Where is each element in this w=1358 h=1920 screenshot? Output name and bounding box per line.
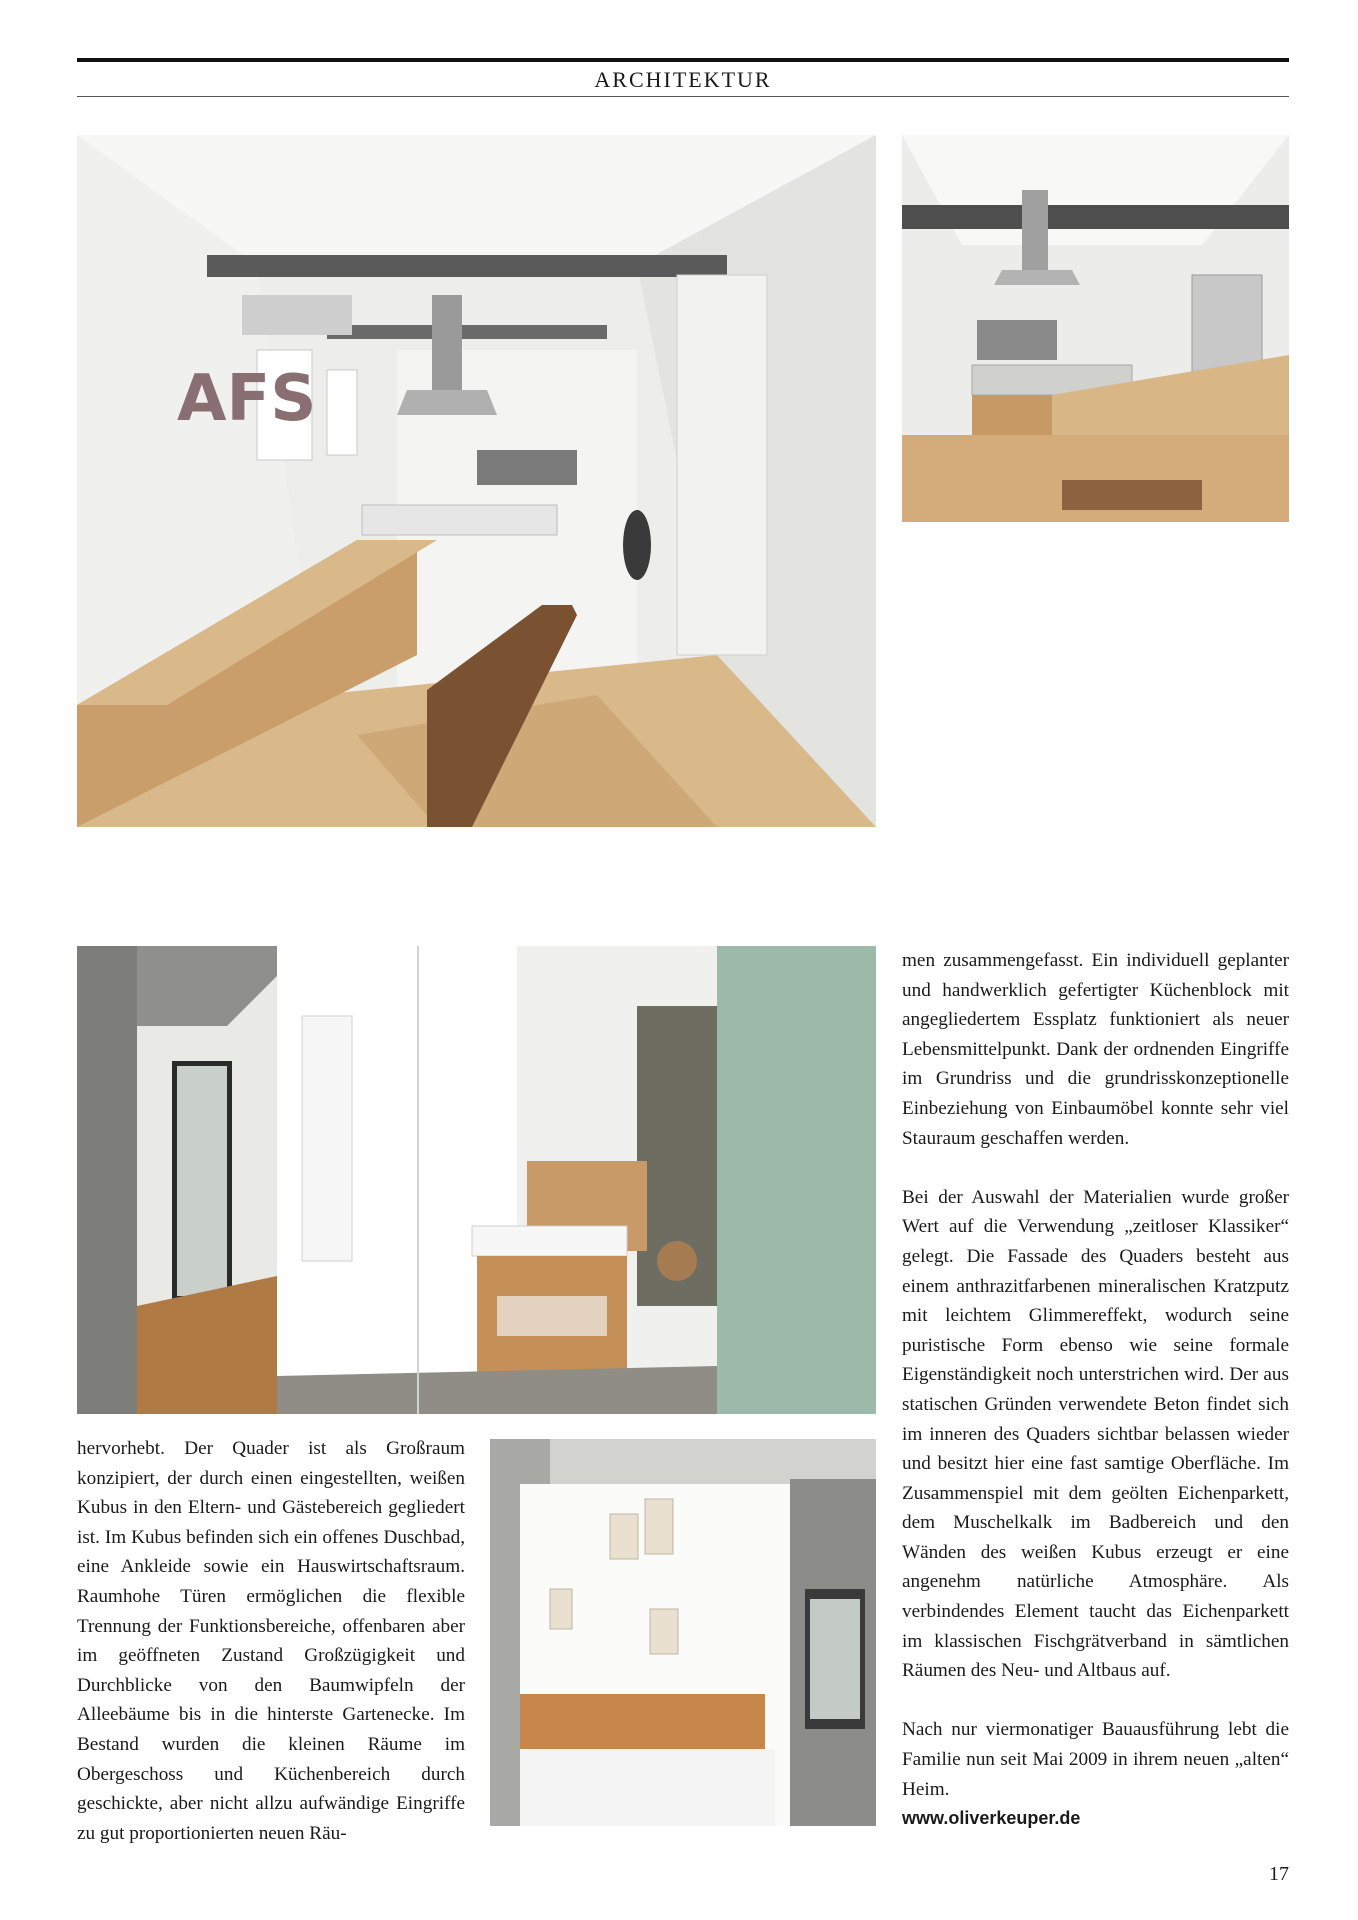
body-text-column-right <box>902 946 1289 1834</box>
website-link[interactable]: www.oliverkeuper.de <box>902 1808 1081 1829</box>
body-paragraph-1: men zusammengefasst. Ein individuell geplanter und handwerklich gefertigter Küchenblock mit angegliedertem Essplatz funktioniert als neuer Lebensmittelpunkt. Dank der ordnenden Eingriffe im Grundriss und die grundrisskonzeptionelle Einbeziehung von Einbaumöbel konnte sehr viel Stauraum geschaffen werden. <box>902 950 1289 1149</box>
body-text-column-left <box>77 1434 465 1848</box>
body-paragraph-2: Bei der Auswahl der Materialien wurde großer Wert auf die Verwendung „zeitloser Klassiker“ gelegt. Die Fassade des Quaders besteht aus einem anthrazitfarbenen mineralischen Kratzputz mit leichtem Glimmereffekt, wodurch seine puristische Form ebenso wie seine formale Eigenständigkeit noch unterstrichen wird. Der aus statischen Gründen verwendete Beton findet sich im inneren des Quaders sichtbar belassen wieder und besitzt hier eine fast samtige Oberfläche. Im Zusammenspiel mit dem geölten Eichenparkett, dem Muschelkalk im Badbereich und den Wänden des weißen Kubus erzeugt er eine angenehm natürliche Atmosphäre. Als verbindendes Element taucht das Eichenparkett im klassischen Fischgrätverband in sämtlichen Räumen des Neu- und Altbaus auf. <box>902 1186 1289 1682</box>
photo-bedroom <box>490 1439 876 1826</box>
header-rule-thick <box>77 58 1289 62</box>
section-title: ARCHITEKTUR <box>594 67 772 92</box>
header-rule-thin <box>77 96 1289 97</box>
body-paragraph-3: Nach nur viermonatiger Bauausführung lebt die Familie nun seit Mai 2009 in ihrem neuen „alten“ Heim. <box>902 1719 1289 1800</box>
photo-bathroom <box>77 946 876 1414</box>
photo-kitchen-long-table <box>77 135 876 827</box>
wall-art-letters: AFS <box>177 362 317 436</box>
photo-kitchen-island <box>902 135 1289 522</box>
page-number: 17 <box>1269 1863 1289 1885</box>
body-paragraph: hervorhebt. Der Quader ist als Großraum konzipiert, der durch einen eingestellten, weißen Kubus in den Eltern- und Gästebereich gegliedert ist. Im Kubus befinden sich ein offenes Duschbad, eine Ankleide sowie ein Hauswirtschaftsraum. Raumhohe Türen ermöglichen die flexible Trennung der Funktionsbereiche, offenbaren aber im geöffneten Zustand Großzügigkeit und Durchblicke von den Baumwipfeln der Alleebäume bis in die hinterste Gartenecke. Im Bestand wurden die kleinen Räume im Obergeschoss und Küchenbereich durch geschickte, aber nicht allzu aufwändige Eingriffe zu gut proportionierten neuen Räu- <box>77 1438 465 1844</box>
